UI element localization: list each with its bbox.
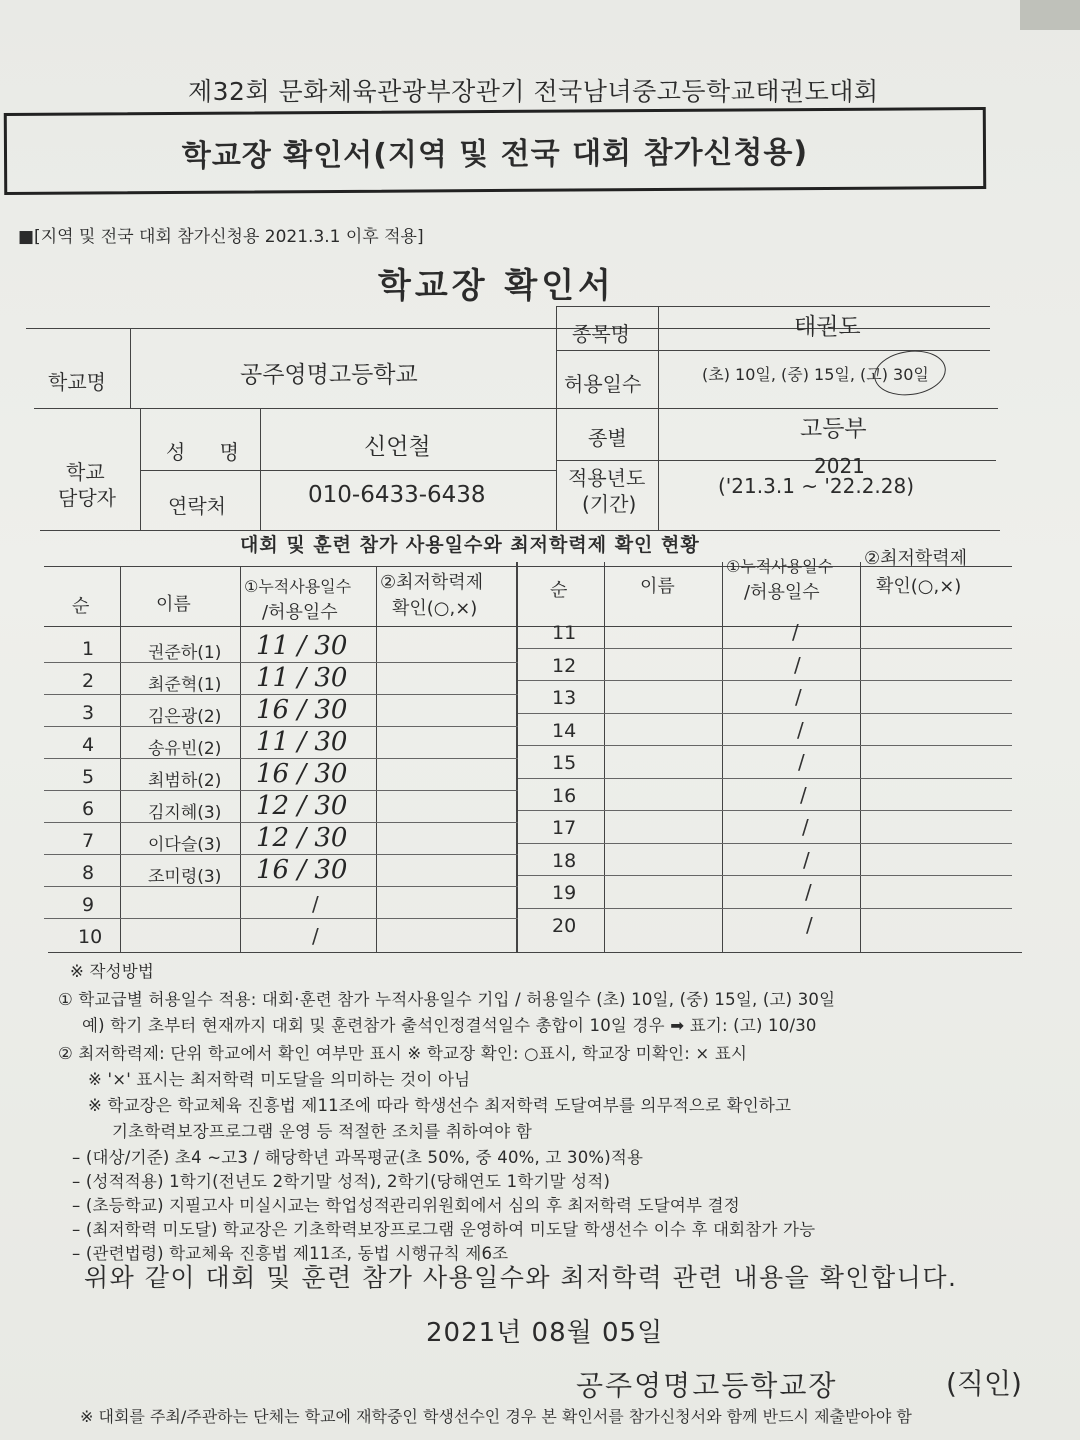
row-divider [518, 680, 1012, 681]
allowed-days-label: 허용일수 [564, 372, 642, 396]
guide-line: ※ '×' 표시는 최저학력 미도달을 의미하는 것이 아님 [88, 1070, 471, 1089]
applicability-note: ■[지역 및 전국 대회 참가신청용 2021.3.1 이후 적용] [18, 227, 424, 247]
issue-date: 2021년 08월 05일 [426, 1318, 664, 1348]
contact-value: 010-6433-6438 [308, 482, 486, 508]
applied-period-value: ('21.3.1 ~ '22.2.28) [718, 474, 915, 498]
row-divider [518, 875, 1012, 876]
row-divider [518, 843, 1012, 844]
document-title-box [4, 107, 986, 195]
col-min-header-1: ②최저학력제 [380, 572, 484, 593]
col-days-header-right-1: ①누적사용일수 [726, 557, 834, 576]
row-divider [44, 886, 518, 887]
row-number: 15 [552, 752, 577, 774]
days-used-entry: / [792, 620, 799, 644]
days-used-entry: / [806, 913, 813, 937]
row-divider [518, 778, 1012, 779]
manager-label-1: 학교 [66, 460, 105, 484]
division-label: 종별 [588, 426, 627, 450]
guide-line: ※ 학교장은 학교체육 진흥법 제11조에 따라 학생선수 최저학력 도달여부를 의무적으로 확인하고 [88, 1096, 792, 1115]
row-divider [518, 745, 1012, 746]
guide-line: 예) 학기 초부터 현재까지 대회 및 훈련참가 출석인정결석일수 총합이 10일 경우 ➡ 표기: (고) 10/30 [82, 1016, 817, 1035]
days-used-entry: / [794, 653, 801, 677]
row-divider [518, 713, 1012, 714]
confirmation-statement: 위와 같이 대회 및 훈련 참가 사용일수와 최저학력 관련 내용을 확인합니다. [84, 1263, 958, 1292]
principal-signature-line: 공주영명고등학교장 [576, 1369, 838, 1402]
guide-line: 기초학력보장프로그램 운영 등 적절한 조치를 취하여야 함 [112, 1122, 533, 1141]
days-used-entry: 16 / 30 [256, 695, 348, 725]
row-number: 2 [82, 670, 95, 692]
student-name: 권준하(1) [148, 643, 222, 663]
days-used-entry: 16 / 30 [256, 759, 348, 789]
student-name: 김지혜(3) [148, 803, 222, 823]
background-corner [1020, 0, 1080, 30]
row-number: 16 [552, 785, 577, 807]
days-used-entry: 11 / 30 [256, 727, 348, 757]
school-name-label: 학교명 [48, 370, 106, 394]
student-name: 조미령(3) [148, 867, 222, 887]
row-divider [518, 810, 1012, 811]
days-used-entry: 12 / 30 [256, 823, 348, 853]
days-used-entry: / [798, 750, 805, 774]
days-used-entry: / [805, 880, 812, 904]
row-number: 12 [552, 655, 577, 677]
days-used-entry: / [312, 924, 319, 948]
col-days-header-2: /허용일수 [262, 602, 338, 623]
row-divider [518, 908, 1012, 909]
col-no-header: 순 [72, 596, 90, 617]
high-school-circle-mark [871, 346, 948, 400]
row-divider [518, 648, 1012, 649]
days-used-entry: / [802, 815, 809, 839]
allowed-days-value: (초) 10일, (중) 15일, (고) 30일 [702, 365, 929, 384]
guide-line: – (초등학교) 지필고사 미실시교는 학업성적관리위원회에서 심의 후 최저학력 도달여부 결정 [72, 1196, 740, 1215]
days-used-entry: 12 / 30 [256, 791, 348, 821]
col-name-header: 이름 [156, 594, 191, 615]
guide-line: – (관련법령) 학교체육 진흥법 제11조, 동법 시행규칙 제6조 [72, 1244, 509, 1263]
row-number: 20 [552, 915, 577, 937]
guide-line: – (대상/기준) 초4 ~고3 / 해당학년 과목평균(초 50%, 중 40%, 고 30%)적용 [72, 1148, 644, 1167]
col-min-header-2: 확인(○,×) [392, 598, 478, 619]
row-number: 14 [552, 720, 577, 742]
row-number: 7 [82, 830, 95, 852]
days-used-entry: / [803, 848, 810, 872]
col-min-header-right-1: ②최저학력제 [864, 548, 968, 569]
student-name: 송유빈(2) [148, 739, 222, 759]
days-used-entry: / [312, 892, 319, 916]
student-name: 최범하(2) [148, 771, 222, 791]
row-divider [44, 918, 518, 919]
manager-name-label: 성 명 [166, 440, 253, 464]
guide-line: ※ 작성방법 [70, 962, 155, 981]
row-number: 13 [552, 687, 577, 709]
contact-label: 연락처 [168, 494, 226, 518]
event-title: 제32회 문화체육관광부장관기 전국남녀중고등학교태권도대회 [188, 77, 879, 106]
col-days-header-right-2: /허용일수 [744, 582, 820, 603]
days-used-entry: 16 / 30 [256, 855, 348, 885]
usage-section-title: 대회 및 훈련 참가 사용일수와 최저학력제 확인 현황 [240, 534, 700, 556]
applied-period-label: (기간) [582, 492, 637, 516]
event-label: 종목명 [572, 322, 630, 346]
days-used-entry: / [800, 783, 807, 807]
col-no-header-right: 순 [550, 580, 568, 601]
days-used-entry: 11 / 30 [256, 663, 348, 693]
col-min-header-right-2: 확인(○,×) [876, 576, 962, 597]
row-number: 6 [82, 798, 95, 820]
form-title: 학교장 확인서 [378, 266, 615, 306]
student-name: 이다슬(3) [148, 835, 222, 855]
col-days-header-1: ①누적사용일수 [244, 577, 352, 596]
row-number: 18 [552, 850, 577, 872]
document-title: 학교장 확인서(지역 및 전국 대회 참가신청용) [181, 135, 809, 174]
row-number: 3 [82, 702, 95, 724]
school-name-value: 공주영명고등학교 [240, 362, 418, 388]
days-used-entry: / [795, 685, 802, 709]
row-number: 9 [82, 894, 95, 916]
row-number: 1 [82, 638, 95, 660]
col-name-header-right: 이름 [640, 576, 675, 597]
row-number: 4 [82, 734, 95, 756]
manager-name-value: 신언철 [364, 434, 431, 460]
days-used-entry: 11 / 30 [256, 631, 348, 661]
student-name: 김은광(2) [148, 707, 222, 727]
row-number: 19 [552, 882, 577, 904]
student-name: 최준혁(1) [148, 675, 222, 695]
row-number: 10 [78, 926, 103, 948]
applied-year-label: 적용년도 [568, 466, 646, 490]
row-number: 8 [82, 862, 95, 884]
row-number: 11 [552, 622, 577, 644]
applied-year-value: 2021 [814, 454, 865, 478]
guide-line: – (성적적용) 1학기(전년도 2학기말 성적), 2학기(당해연도 1학기말 성적) [72, 1172, 611, 1191]
row-number: 17 [552, 817, 577, 839]
official-seal-label: (직인) [946, 1367, 1022, 1400]
event-value: 태권도 [794, 314, 861, 340]
submission-note: ※ 대회를 주최/주관하는 단체는 학교에 재학중인 학생선수인 경우 본 확인서를 참가신청서와 함께 반드시 제출받아야 함 [80, 1407, 912, 1426]
days-used-entry: / [797, 718, 804, 742]
guide-line: – (최저학력 미도달) 학교장은 기초학력보장프로그램 운영하여 미도달 학생선수 이수 후 대회참가 가능 [72, 1220, 816, 1239]
division-value: 고등부 [800, 416, 867, 442]
row-number: 5 [82, 766, 95, 788]
guide-line: ② 최저학력제: 단위 학교에서 확인 여부만 표시 ※ 학교장 확인: ○표시, 학교장 미확인: × 표시 [58, 1044, 748, 1063]
manager-label-2: 담당자 [58, 486, 116, 510]
guide-line: ① 학교급별 허용일수 적용: 대회·훈련 참가 누적사용일수 기입 / 허용일수 (초) 10일, (중) 15일, (고) 30일 [58, 990, 836, 1009]
